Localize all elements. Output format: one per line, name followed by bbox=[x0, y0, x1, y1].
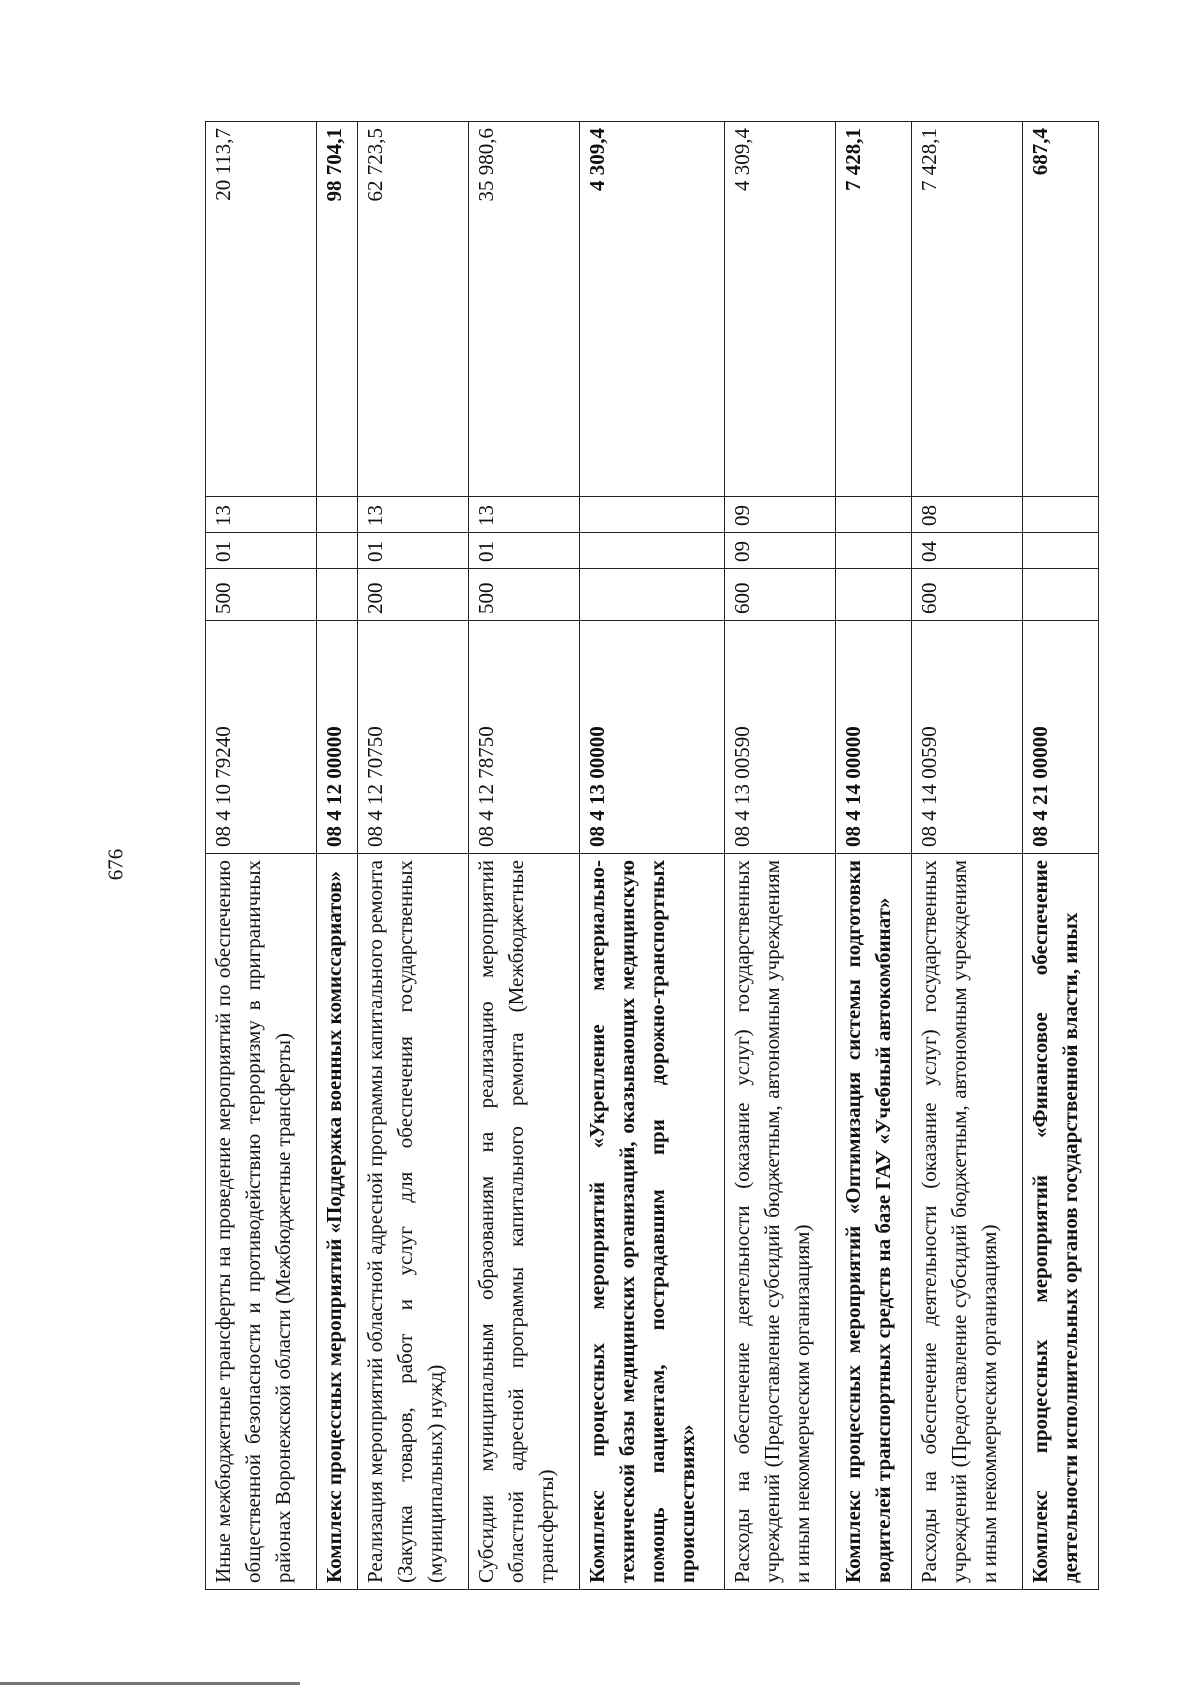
expense-type-cell bbox=[579, 569, 725, 621]
subsection-cell bbox=[1023, 497, 1099, 533]
amount-cell: 687,4 bbox=[1023, 122, 1099, 497]
amount-cell: 4 309,4 bbox=[725, 122, 836, 497]
target-code-cell: 08 4 12 70750 bbox=[357, 621, 468, 854]
section-cell bbox=[316, 533, 357, 569]
subsection-cell: 08 bbox=[912, 497, 1023, 533]
expense-type-cell bbox=[1023, 569, 1099, 621]
amount-cell: 62 723,5 bbox=[357, 122, 468, 497]
target-code-cell: 08 4 13 00590 bbox=[725, 621, 836, 854]
target-code-cell: 08 4 14 00000 bbox=[836, 621, 912, 854]
subsection-cell: 13 bbox=[468, 497, 579, 533]
budget-table bbox=[205, 121, 1099, 1590]
table-row bbox=[912, 122, 1023, 1590]
amount-cell: 98 704,1 bbox=[316, 122, 357, 497]
amount-cell: 35 980,6 bbox=[468, 122, 579, 497]
target-code-cell: 08 4 14 00590 bbox=[912, 621, 1023, 854]
subsection-cell bbox=[836, 497, 912, 533]
expense-name-cell: Расходы на обеспечение деятельности (оказание услуг) государственных учреждений (Предоставление субсидий бюджетным, автономным учреждениям и иным некоммерческим организациям) bbox=[912, 854, 1023, 1590]
scan-edge-line bbox=[0, 1682, 300, 1685]
expense-type-cell: 600 bbox=[912, 569, 1023, 621]
expense-type-cell: 200 bbox=[357, 569, 468, 621]
target-code-cell: 08 4 13 00000 bbox=[579, 621, 725, 854]
section-cell bbox=[579, 533, 725, 569]
amount-cell: 20 113,7 bbox=[206, 122, 317, 497]
expense-name-cell: Комплекс процессных мероприятий «Финансовое обеспечение деятельности исполнительных органов государственной власти, иных bbox=[1023, 854, 1099, 1590]
subsection-cell bbox=[316, 497, 357, 533]
target-code-cell: 08 4 10 79240 bbox=[206, 621, 317, 854]
expense-name-cell: Расходы на обеспечение деятельности (оказание услуг) государственных учреждений (Предоставление субсидий бюджетным, автономным учреждениям и иным некоммерческим организациям) bbox=[725, 854, 836, 1590]
section-cell: 04 bbox=[912, 533, 1023, 569]
expense-name-cell: Реализация мероприятий областной адресной программы капитального ремонта (Закупка товаров, работ и услуг для обеспечения государственных (муниципальных) нужд) bbox=[357, 854, 468, 1590]
expense-type-cell bbox=[316, 569, 357, 621]
expense-name-cell: Комплекс процессных мероприятий «Оптимизация системы подготовки водителей транспортных средств на базе ГАУ «Учебный автокомбинат» bbox=[836, 854, 912, 1590]
target-code-cell: 08 4 21 00000 bbox=[1023, 621, 1099, 854]
table-row bbox=[468, 122, 579, 1590]
rotated-table-container bbox=[205, 122, 1099, 1590]
expense-name-cell: Комплекс процессных мероприятий «Поддержка военных комиссариатов» bbox=[316, 854, 357, 1590]
subsection-cell: 13 bbox=[206, 497, 317, 533]
amount-cell: 7 428,1 bbox=[836, 122, 912, 497]
table-row bbox=[206, 122, 317, 1590]
expense-name-cell: Комплекс процессных мероприятий «Укрепление материально-технической базы медицинских организаций, оказывающих медицинскую помощь пациентам, пострадавшим при дорожно-транспортных происшествиях» bbox=[579, 854, 725, 1590]
table-row bbox=[725, 122, 836, 1590]
table-row bbox=[1023, 122, 1099, 1590]
table-row bbox=[357, 122, 468, 1590]
expense-type-cell: 500 bbox=[468, 569, 579, 621]
table-row bbox=[316, 122, 357, 1590]
subsection-cell: 09 bbox=[725, 497, 836, 533]
target-code-cell: 08 4 12 78750 bbox=[468, 621, 579, 854]
table-row bbox=[836, 122, 912, 1590]
expense-name-cell: Субсидии муниципальным образованиям на реализацию мероприятий областной адресной программы капитального ремонта (Межбюджетные трансферты) bbox=[468, 854, 579, 1590]
amount-cell: 7 428,1 bbox=[912, 122, 1023, 497]
expense-type-cell: 500 bbox=[206, 569, 317, 621]
expense-type-cell: 600 bbox=[725, 569, 836, 621]
amount-cell: 4 309,4 bbox=[579, 122, 725, 497]
section-cell: 09 bbox=[725, 533, 836, 569]
subsection-cell bbox=[579, 497, 725, 533]
section-cell bbox=[1023, 533, 1099, 569]
section-cell: 01 bbox=[206, 533, 317, 569]
expense-name-cell: Иные межбюджетные трансферты на проведение мероприятий по обеспечению общественной безопасности и противодействию терроризму в приграничных районах Воронежской области (Межбюджетные трансферты) bbox=[206, 854, 317, 1590]
page-number: 676 bbox=[103, 848, 128, 881]
section-cell bbox=[836, 533, 912, 569]
section-cell: 01 bbox=[357, 533, 468, 569]
section-cell: 01 bbox=[468, 533, 579, 569]
table-row bbox=[579, 122, 725, 1590]
subsection-cell: 13 bbox=[357, 497, 468, 533]
budget-table-body bbox=[206, 122, 1099, 1590]
target-code-cell: 08 4 12 00000 bbox=[316, 621, 357, 854]
expense-type-cell bbox=[836, 569, 912, 621]
